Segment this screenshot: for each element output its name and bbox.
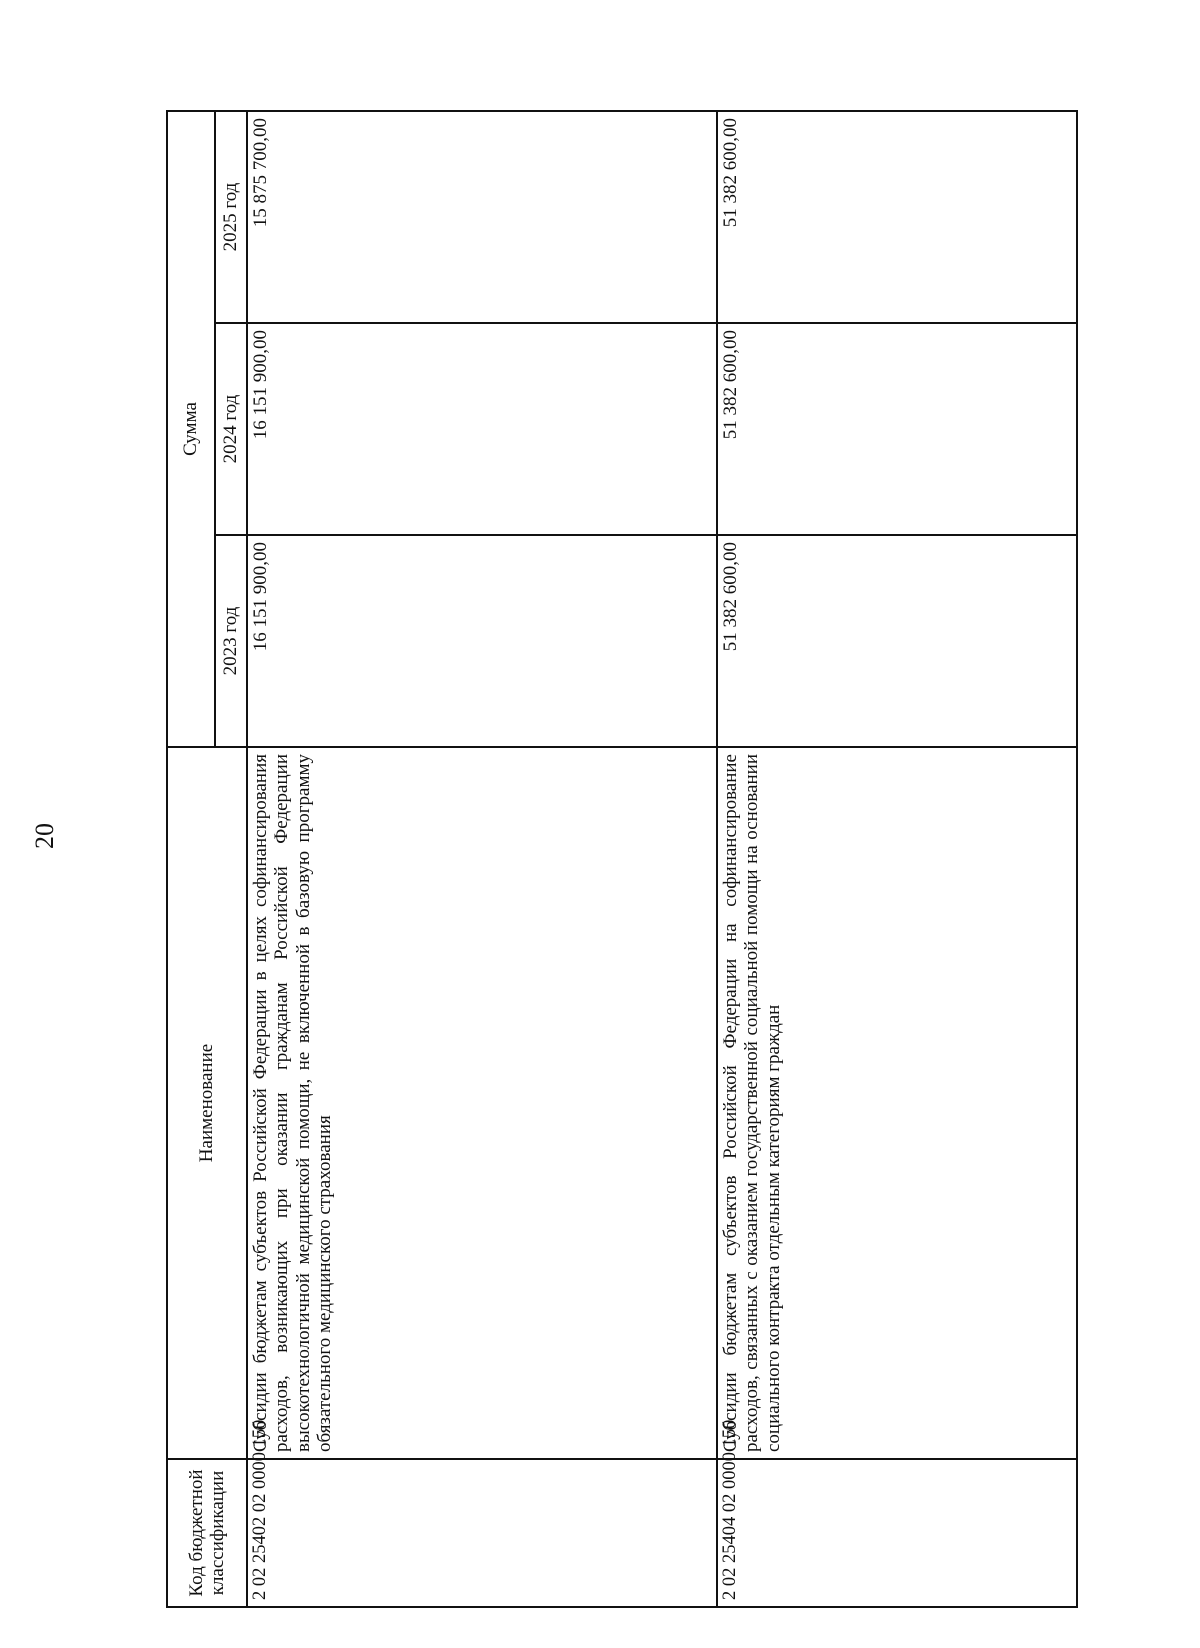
- row-amount-2023: 51 382 600,00: [717, 535, 1077, 747]
- row-amount-2025: 15 875 700,00: [247, 111, 717, 323]
- budget-table-container: [166, 112, 1078, 1608]
- table-row: [717, 111, 1077, 1607]
- row-code: 2 02 25402 02 0000 150: [247, 1459, 717, 1607]
- table-header: [167, 111, 247, 1607]
- header-name: Наименование: [167, 747, 247, 1459]
- table-row: [247, 111, 717, 1607]
- page-number: 20: [30, 823, 59, 849]
- header-sum: Сумма: [167, 111, 215, 747]
- table-body: [247, 111, 1077, 1607]
- header-year-2024: 2024 год: [215, 323, 247, 535]
- header-year-2025: 2025 год: [215, 111, 247, 323]
- row-amount-2024: 16 151 900,00: [247, 323, 717, 535]
- row-name: Субсидии бюджетам субъектов Российской Федерации в целях софинансирования расходов, возникающих при оказании гражданам Российской Федерации высокотехнологичной медицинской помощи, не включенной в базовую программу обязательного медицинского страхования: [247, 747, 717, 1459]
- header-year-2023: 2023 год: [215, 535, 247, 747]
- row-amount-2023: 16 151 900,00: [247, 535, 717, 747]
- row-amount-2024: 51 382 600,00: [717, 323, 1077, 535]
- row-code: 2 02 25404 02 0000 150: [717, 1459, 1077, 1607]
- row-name: Субсидии бюджетам субъектов Российской Федерации на софинансирование расходов, связанных с оказанием государственной социальной помощи на основании социального контракта отдельным категориям граждан: [717, 747, 1077, 1459]
- row-amount-2025: 51 382 600,00: [717, 111, 1077, 323]
- header-code: Код бюджетной классификации: [167, 1459, 247, 1607]
- budget-table: [166, 110, 1078, 1608]
